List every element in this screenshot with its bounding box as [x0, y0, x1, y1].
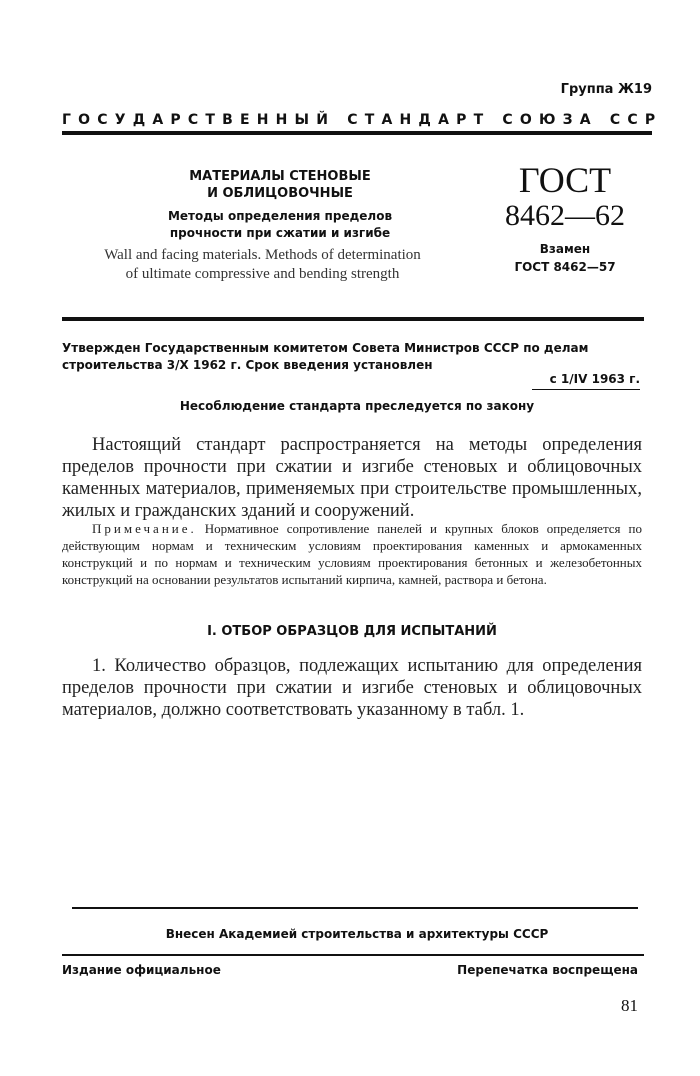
violation-notice: Несоблюдение стандарта преследуется по закону [179, 399, 535, 413]
title-line-1: МАТЕРИАЛЫ СТЕНОВЫЕ [189, 169, 371, 184]
gost-label: ГОСТ [518, 160, 612, 200]
official-edition: Издание официальное [62, 963, 221, 977]
date-underline [532, 389, 640, 390]
english-title-line-2: of ultimate compressive and bending strength [125, 266, 400, 282]
document-title [180, 168, 380, 202]
gost-number: 8462—62 [505, 199, 625, 232]
document-subtitle [150, 208, 410, 242]
subtitle-line-2: прочности при сжатии и изгибе [169, 226, 391, 240]
page-number: 81 [621, 996, 638, 1015]
replaces-label: Взамен [539, 242, 591, 256]
note-label: Примечание. [92, 521, 197, 536]
banner-rule [62, 131, 652, 135]
clause-paragraph: 1. Количество образцов, подлежащих испытанию для определения пределов прочности при сжатии и изгибе стеновых и облицовочных материалов, должно соответствовать указанному в табл. 1. [62, 656, 642, 720]
reprint-notice: Перепечатка воспрещена [457, 963, 638, 977]
effective-date: с 1/IV 1963 г. [549, 372, 640, 386]
footer-rule-top [72, 907, 638, 909]
english-title [70, 246, 455, 284]
group-code: Группа Ж19 [560, 82, 652, 97]
standard-banner: ГОСУДАРСТВЕННЫЙ СТАНДАРТ СОЮЗА ССР [62, 112, 663, 128]
contributed-by: Внесен Академией строительства и архитектуры СССР [165, 927, 549, 941]
section-heading: I. ОТБОР ОБРАЗЦОВ ДЛЯ ИСПЫТАНИЙ [207, 624, 497, 639]
header-rule [62, 317, 644, 321]
intro-paragraph: Настоящий стандарт распространяется на методы определения пределов прочности при сжатии и изгибе стеновых и облицовочных каменных материалов, применяемых при строительстве промышленных, жилых и гражданских зданий и сооружений. [62, 435, 642, 521]
footer-rule-bottom [62, 954, 644, 956]
note-paragraph [62, 520, 642, 588]
replaced-standard: ГОСТ 8462—57 [514, 260, 616, 274]
english-title-line-1: Wall and facing materials. Methods of determination [104, 247, 421, 263]
subtitle-line-1: Методы определения пределов [167, 209, 393, 223]
note-text: Нормативное сопротивление панелей и крупных блоков определяется по действующим нормам и техническим условиям проектирования каменных и армокаменных конструкций и по нормам и техническим условиям проектирования бетонных и железобетонных конструкций на основании результатов испытаний кирпича, камней, раствора и бетона. [62, 521, 642, 587]
title-line-2: И ОБЛИЦОВОЧНЫЕ [207, 186, 353, 201]
approval-text: Утвержден Государственным комитетом Совета Министров СССР по делам строительства 3/X 1962 г. Срок введения установлен [62, 341, 589, 372]
